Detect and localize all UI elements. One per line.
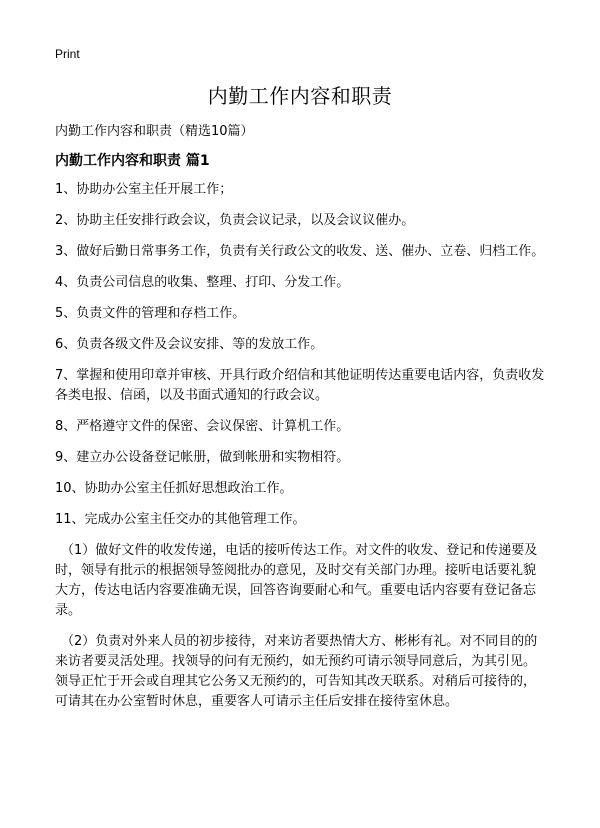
paragraph-3: 3、做好后勤日常事务工作，负责有关行政公文的收发、送、催办、立卷、归档工作。 bbox=[55, 244, 545, 259]
paragraph-1: 1、协助办公室主任开展工作； bbox=[55, 182, 233, 197]
paragraph-4: 4、负责公司信息的收集、整理、打印、分发工作。 bbox=[55, 275, 350, 290]
document-body bbox=[55, 180, 547, 723]
paragraph-13: （2）负责对外来人员的初步接待，对来访者要热情大方、彬彬有礼。对不同目的的来访者要灵活处理。找领导的问有无预约，如无预约可请示领导同意后，为其引见。领导正忙于开会或自理其它公务又无预约的，可告知其改天联系。对稍后可接待的，可请其在办公室暂时休息，重要客人可请示主任后安排在接待室休息。 bbox=[55, 634, 538, 709]
paragraph-9: 9、建立办公设备登记帐册，做到帐册和实物相符。 bbox=[55, 450, 350, 465]
paragraph-8: 8、严格遵守文件的保密、会议保密、计算机工作。 bbox=[55, 419, 350, 434]
paragraph-5: 5、负责文件的管理和存档工作。 bbox=[55, 306, 246, 321]
paragraph-10: 10、协助办公室主任抓好思想政治工作。 bbox=[55, 481, 293, 496]
paragraph-6: 6、负责各级文件及会议安排、等的发放工作。 bbox=[55, 337, 324, 352]
section-heading: 内勤工作内容和职责 篇1 bbox=[55, 153, 210, 169]
paragraph-7: 7、掌握和使用印章并审核、开具行政介绍信和其他证明传达重要电话内容，负责收发各类电报、信函，以及书面式通知的行政会议。 bbox=[55, 368, 545, 403]
paragraph-2: 2、协助主任安排行政会议，负责会议记录，以及会议议催办。 bbox=[55, 213, 415, 228]
print-label: Print bbox=[55, 47, 80, 61]
document-subtitle: 内勤工作内容和职责（精选10篇） bbox=[55, 124, 254, 139]
paragraph-12: （1）做好文件的收发传递，电话的接听传达工作。对文件的收发、登记和传递要及时，领导有批示的根据领导签阅批办的意见，及时交有关部门办理。接听电话要礼貌大方，传达电话内容要准确无误，回答咨询要耐心和气。重要电话内容要有登记备忘录。 bbox=[55, 543, 538, 618]
paragraph-11: 11、完成办公室主任交办的其他管理工作。 bbox=[55, 512, 306, 527]
document-title: 内勤工作内容和职责 bbox=[207, 84, 393, 108]
